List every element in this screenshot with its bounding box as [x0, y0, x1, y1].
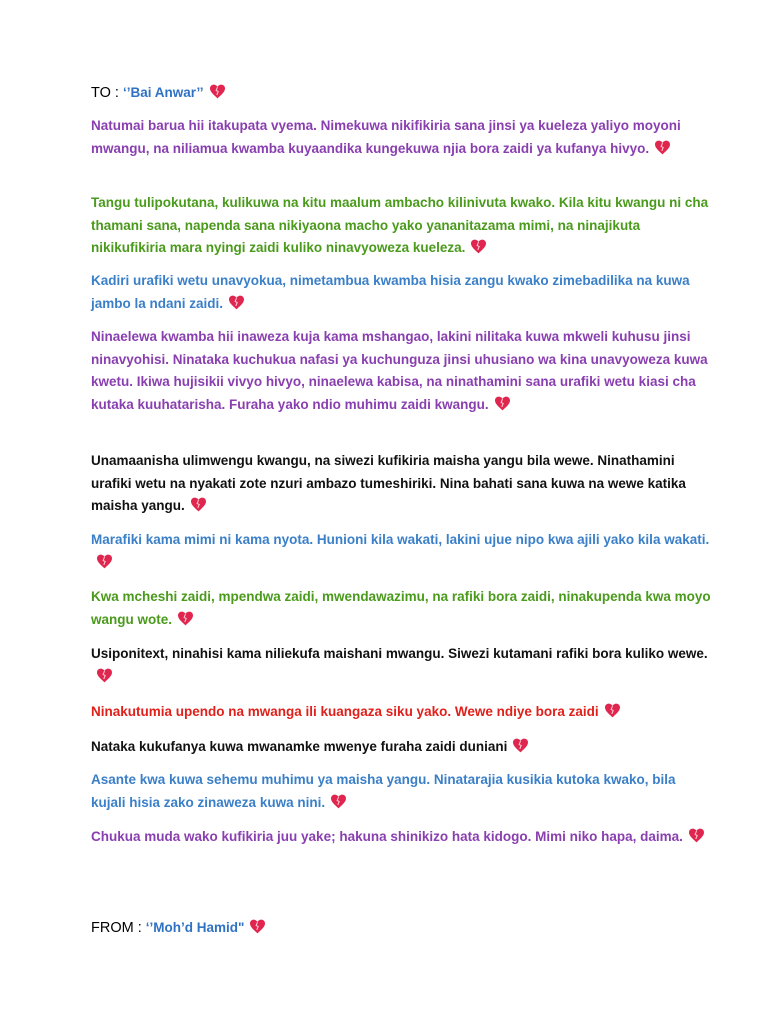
heart-icon — [96, 554, 113, 569]
paragraph-text: Ninaelewa kwamba hii inaweza kuja kama mshangao, lakini nilitaka kuwa mkweli kuhusu jinsi ninavyohisi. Ninataka kuchukua nafasi ya kuchunguza jinsi uhusiano wa kina unavyoweza kuwa kwetu. Ikiwa hujisikii vivyo hivyo, ninaelewa kabisa, na ninathamini sana urafiki wetu kiasi cha kutaka kuuhatarisha. Furaha yako ndio muhimu zaidi kwangu. — [91, 329, 708, 412]
to-name: ‘’Bai Anwar’’ — [122, 85, 204, 100]
from-label: FROM : — [91, 920, 146, 936]
paragraph-11 — [91, 769, 711, 814]
to-line — [91, 82, 711, 105]
from-line — [91, 917, 711, 940]
paragraph-2 — [91, 192, 711, 260]
paragraph-12 — [91, 826, 711, 849]
paragraph-text: Kwa mcheshi zaidi, mpendwa zaidi, mwendawazimu, na rafiki bora zaidi, ninakupenda kwa moyo wangu wote. — [91, 589, 711, 627]
heart-icon — [654, 140, 671, 155]
paragraph-9 — [91, 701, 711, 724]
paragraph-text: Asante kwa kuwa sehemu muhimu ya maisha yangu. Ninatarajia kusikia kutoka kwako, bila kujali hisia zako zinaweza kuwa nini. — [91, 772, 676, 810]
heart-icon — [494, 396, 511, 411]
paragraph-8 — [91, 643, 711, 688]
heart-icon — [330, 794, 347, 809]
heart-icon — [228, 295, 245, 310]
paragraph-text: Natumai barua hii itakupata vyema. Nimekuwa nikifikiria sana jinsi ya kueleza yaliyo moyoni mwangu, na niliamua kwamba kuyaandika kungekuwa njia bora zaidi ya kufanya hivyo. — [91, 118, 681, 156]
paragraph-text: Unamaanisha ulimwengu kwangu, na siwezi kufikiria maisha yangu bila wewe. Ninathamini urafiki wetu na nyakati zote nzuri ambazo tumeshiriki. Nina bahati sana kuwa na wewe katika maisha yangu. — [91, 453, 686, 513]
paragraph-text: Chukua muda wako kufikiria juu yake; hakuna shinikizo hata kidogo. Mimi niko hapa, daima. — [91, 829, 683, 844]
paragraph-5 — [91, 450, 711, 518]
heart-icon — [190, 497, 207, 512]
heart-icon — [249, 919, 266, 934]
paragraph-1 — [91, 115, 711, 160]
paragraph-text: Nataka kukufanya kuwa mwanamke mwenye furaha zaidi duniani — [91, 739, 508, 754]
heart-icon — [604, 703, 621, 718]
from-name: ‘’Moh’d Hamid" — [145, 920, 245, 935]
heart-icon — [209, 84, 226, 99]
paragraph-text: Tangu tulipokutana, kulikuwa na kitu maalum ambacho kilinivuta kwako. Kila kitu kwangu ni cha thamani sana, napenda sana nikiyaona macho yako yananitazama mimi, na ninajikuta nikikufikiria mara nyingi zaidi kuliko ninavyoweza kueleza. — [91, 195, 709, 255]
heart-icon — [512, 738, 529, 753]
paragraph-4 — [91, 326, 711, 416]
heart-icon — [470, 239, 487, 254]
heart-icon — [96, 668, 113, 683]
paragraph-text: Usiponitext, ninahisi kama niliekufa maishani mwangu. Siwezi kutamani rafiki bora kuliko wewe. — [91, 646, 708, 661]
paragraph-text: Kadiri urafiki wetu unavyokua, nimetambua kwamba hisia zangu kwako zimebadilika na kuwa jambo la ndani zaidi. — [91, 273, 690, 311]
paragraph-7 — [91, 586, 711, 631]
paragraph-3 — [91, 270, 711, 315]
paragraph-text: Ninakutumia upendo na mwanga ili kuangaza siku yako. Wewe ndiye bora zaidi — [91, 704, 599, 719]
heart-icon — [688, 828, 705, 843]
heart-icon — [177, 611, 194, 626]
paragraph-6 — [91, 529, 711, 574]
to-label: TO : — [91, 85, 123, 101]
paragraph-10 — [91, 736, 711, 759]
paragraph-text: Marafiki kama mimi ni kama nyota. Hunioni kila wakati, lakini ujue nipo kwa ajili yako kila wakati. — [91, 532, 710, 547]
